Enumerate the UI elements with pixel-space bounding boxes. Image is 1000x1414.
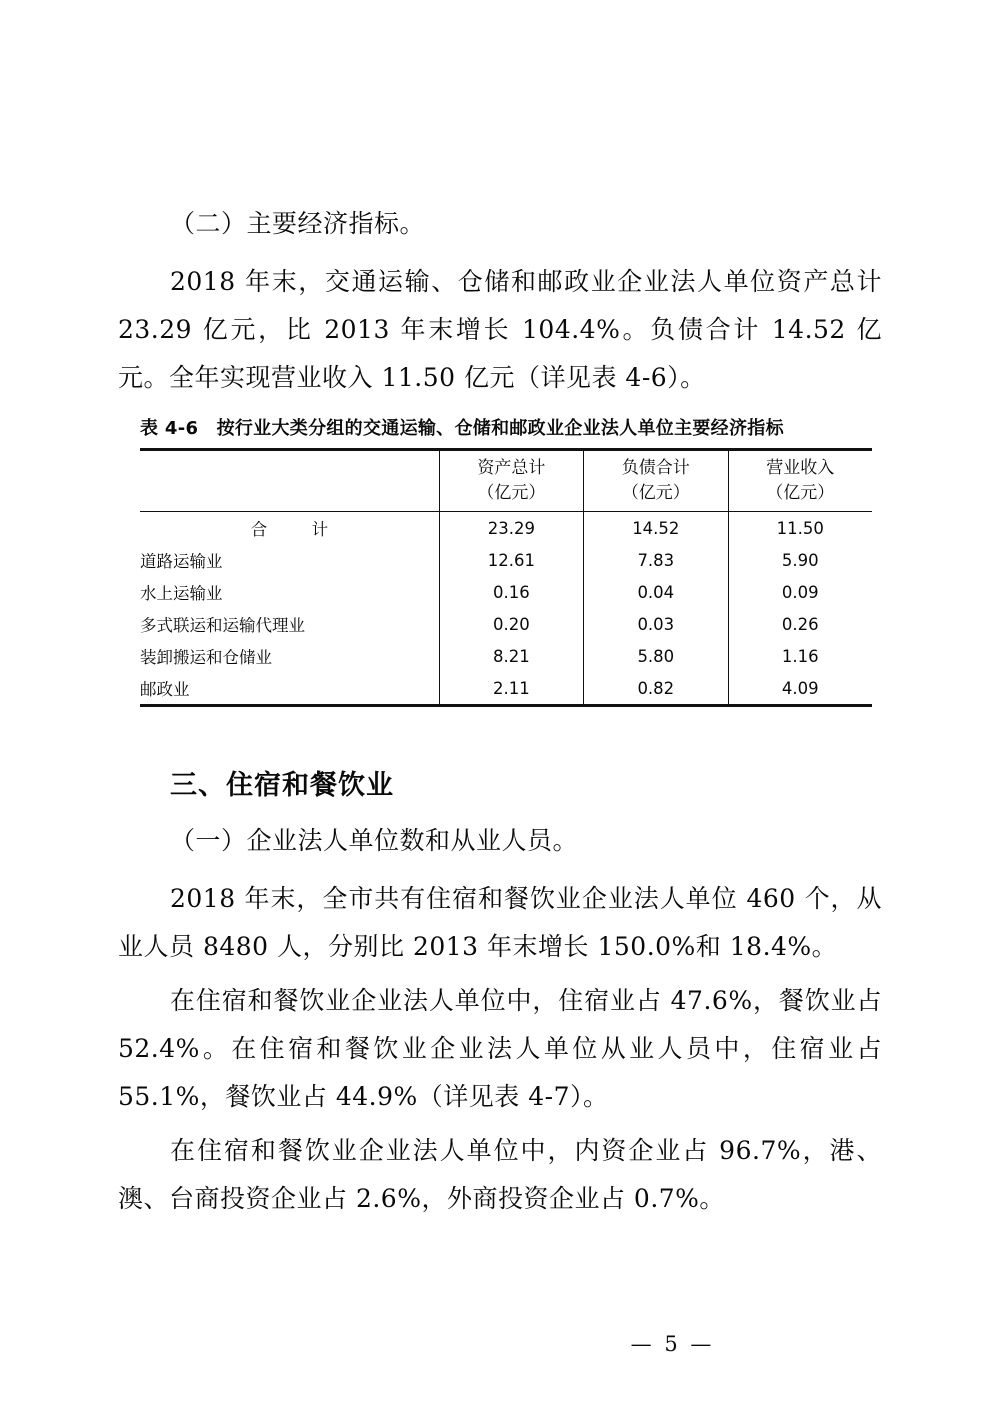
subsection-heading-units-and-employees: （一）企业法人单位数和从业人员。 [170, 826, 579, 855]
row-operating-revenue: 11.50 [728, 512, 872, 545]
row-label-total: 合 计 [140, 512, 439, 545]
table-header-total-liabilities [584, 450, 728, 512]
row-label-multimodal: 多式联运和运输代理业 [140, 616, 305, 635]
table-row [140, 640, 872, 672]
row-label-water-transport: 水上运输业 [140, 584, 223, 603]
row-total-assets: 0.20 [439, 608, 583, 640]
row-total-assets: 0.16 [439, 576, 583, 608]
row-total-assets: 8.21 [439, 640, 583, 672]
table-row [140, 544, 872, 576]
row-total-liabilities: 0.82 [584, 672, 728, 706]
table-row [140, 512, 872, 545]
row-operating-revenue: 0.26 [728, 608, 872, 640]
row-operating-revenue: 4.09 [728, 672, 872, 706]
table-header-total-liabilities-line2: （亿元） [621, 483, 690, 503]
table-row [140, 672, 872, 706]
row-label-loading-storage: 装卸搬运和仓储业 [140, 648, 272, 667]
row-total-assets: 2.11 [439, 672, 583, 706]
section-heading-economic-indicators: （二）主要经济指标。 [170, 209, 426, 238]
page-number: — 5 — [630, 1332, 715, 1356]
row-total-assets: 23.29 [439, 512, 583, 545]
table-header-operating-revenue-line1: 营业收入 [766, 458, 835, 478]
table-row [140, 608, 872, 640]
table-header-total-assets-line2: （亿元） [477, 483, 546, 503]
paragraph-units-employees: 2018 年末，全市共有住宿和餐饮业企业法人单位 460 个，从业人员 8480 人，分别比 2013 年末增长 150.0%和 18.4%。 [118, 884, 882, 961]
row-total-liabilities: 14.52 [584, 512, 728, 545]
table-header-total-assets-line1: 资产总计 [477, 458, 546, 478]
row-operating-revenue: 1.16 [728, 640, 872, 672]
table-header-blank [140, 450, 439, 512]
table-4-6 [140, 448, 872, 707]
row-total-liabilities: 7.83 [584, 544, 728, 576]
row-operating-revenue: 0.09 [728, 576, 872, 608]
row-total-liabilities: 5.80 [584, 640, 728, 672]
row-label-road-transport: 道路运输业 [140, 552, 223, 571]
table-header-row [140, 450, 872, 512]
page-footer [0, 1332, 1000, 1356]
table-header-operating-revenue-line2: （亿元） [766, 483, 835, 503]
row-total-liabilities: 0.03 [584, 608, 728, 640]
table-header-total-assets [439, 450, 583, 512]
section-heading-accommodation-catering: 三、住宿和餐饮业 [170, 770, 394, 801]
row-label-postal: 邮政业 [140, 672, 439, 706]
table-header-operating-revenue [728, 450, 872, 512]
row-total-liabilities: 0.04 [584, 576, 728, 608]
table-4-6-caption: 表 4-6 按行业大类分组的交通运输、仓储和邮政业企业法人单位主要经济指标 [140, 418, 784, 439]
row-total-assets: 12.61 [439, 544, 583, 576]
table-row [140, 576, 872, 608]
table-header-total-liabilities-line1: 负债合计 [621, 458, 690, 478]
paragraph-economic-indicators: 2018 年末，交通运输、仓储和邮政业企业法人单位资产总计 23.29 亿元，比 2013 年末增长 104.4%。负债合计 14.52 亿元。全年实现营业收入 11.50 亿元（详见表 4-6）。 [118, 267, 882, 392]
table-4-6-block [118, 414, 882, 707]
paragraph-investment-breakdown: 在住宿和餐饮业企业法人单位中，内资企业占 96.7%，港、澳、台商投资企业占 2.6%，外商投资企业占 0.7%。 [118, 1136, 882, 1213]
row-operating-revenue: 5.90 [728, 544, 872, 576]
paragraph-share-breakdown: 在住宿和餐饮业企业法人单位中，住宿业占 47.6%，餐饮业占 52.4%。在住宿和餐饮业企业法人单位从业人员中，住宿业占 55.1%，餐饮业占 44.9%（详见表 4-7）。 [118, 986, 882, 1111]
